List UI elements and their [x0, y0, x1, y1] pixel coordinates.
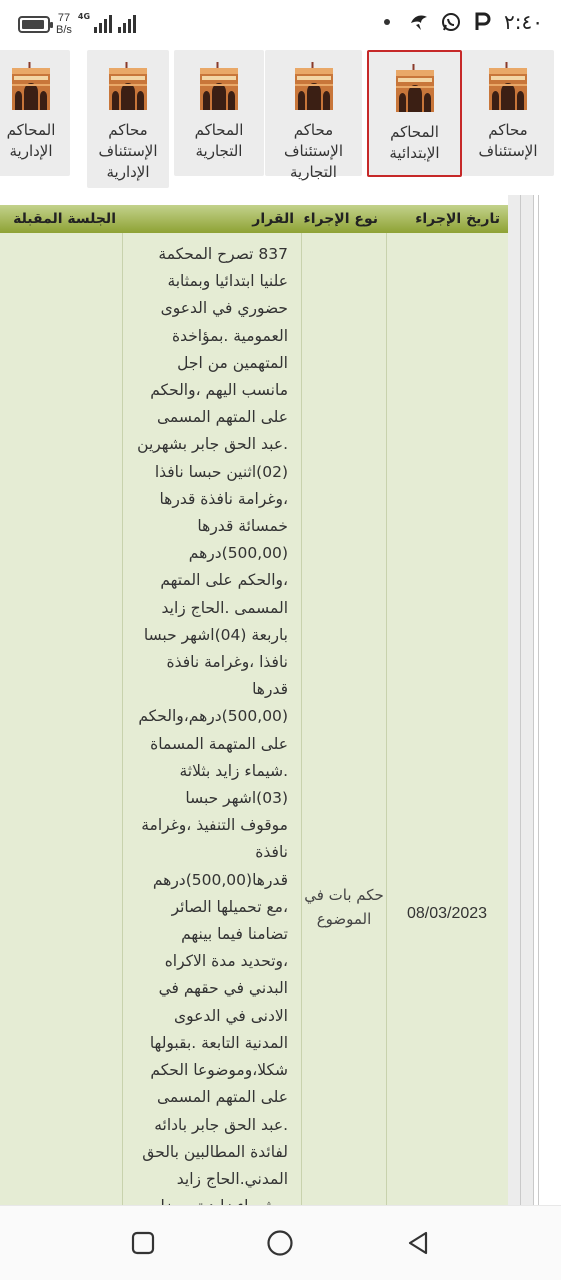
speed-unit: B/s: [56, 24, 72, 36]
recents-icon[interactable]: [128, 1228, 158, 1258]
status-right: [376, 10, 543, 34]
court-tabs: [0, 50, 561, 195]
tab-court-5[interactable]: [0, 50, 70, 176]
parking-icon: [472, 11, 494, 33]
signal-icon: [94, 15, 112, 33]
tab-court-4[interactable]: [87, 50, 169, 188]
tab-court-3[interactable]: [174, 50, 264, 176]
cell-next-session: [0, 233, 122, 1213]
dot-icon: [376, 11, 398, 33]
bird-icon: [408, 11, 430, 33]
header-type: نوع الإجراء: [303, 211, 378, 227]
rail-divider-2: [533, 195, 534, 1205]
speed-value: 77: [57, 12, 71, 24]
table-row: [0, 233, 508, 1213]
back-icon[interactable]: [403, 1228, 433, 1258]
tab-court-1[interactable]: [367, 50, 462, 177]
tab-court-label: المحاكم التجارية: [194, 121, 244, 160]
tab-court-2[interactable]: [265, 50, 362, 181]
network-speed: [56, 12, 72, 36]
header-next-session: الجلسة المقبلة: [13, 211, 116, 227]
scroll-rail: [508, 195, 520, 1205]
signal-icon-2: [118, 15, 136, 33]
procedures-table: [0, 205, 508, 1205]
status-bar: [0, 0, 561, 50]
cell-date: 08/03/2023: [406, 905, 488, 922]
cell-decision: 837 تصرح المحكمة علنيا ابتدائيا وبمثابة حضوري في الدعوى العمومية .بمؤاخدة المتهمين من اجل مانسب اليهم ،والحكم على المتهم المسمى .عبد الحق جابر بشهرين (02)اثنين حبسا نافذا ،وغرامة نافذة قدرها خمسائة قدرها (500,00)درهم ،والحكم على المتهم المسمى .الحاج زايد باربعة (04)اشهر حبسا نافذا ،وغرامة نافذة قدرها (500,00)درهم،والحكم على المتهمة المسماة .شيماء زايد بثلاثة (03)اشهر حبسا موقوف التنفيذ ،وغرامة نافذة قدرها(500,00)درهم ،مع تحميلها الصائر تضامنا فيما بينهم ،وتحديد مدة الاكراه البدني في حقهم في الادنى في الدعوى المدنية التابعة .بقبولها شكلا،وموضوعا الحكم على المتهم المسمى .عبد الحق جابر بادائه لفائدة المطالبين بالحق المدني.الحاج زايد: [137, 245, 288, 1188]
table-header: [0, 205, 508, 233]
tab-court-label: محاكم الإستئناف: [478, 121, 538, 160]
header-decision: القرار: [252, 211, 294, 227]
court-building-icon: [394, 64, 436, 112]
network-type: 4G: [77, 12, 91, 21]
tab-court-label: المحاكم الإدارية: [6, 121, 56, 160]
rail-divider-3: [538, 195, 539, 1205]
court-building-icon: [293, 62, 335, 110]
court-building-icon: [198, 62, 240, 110]
navigation-bar: [0, 1205, 561, 1280]
clock: ٢:٤٠: [504, 10, 543, 34]
tab-court-0[interactable]: [462, 50, 554, 176]
tab-court-label: محاكم الإستئناف الإدارية: [98, 121, 158, 181]
scroll-rail-2: [521, 195, 533, 1205]
whatsapp-icon: [440, 11, 462, 33]
battery-icon: [18, 16, 50, 33]
court-building-icon: [487, 62, 529, 110]
header-date: تاريخ الإجراء: [415, 211, 500, 227]
court-building-icon: [107, 62, 149, 110]
court-building-icon: [10, 62, 52, 110]
home-icon[interactable]: [265, 1228, 295, 1258]
cell-type: حكم بات في الموضوع: [304, 886, 384, 928]
status-left: [18, 12, 136, 36]
tab-court-label: المحاكم الإبتدائية: [389, 123, 440, 162]
tab-court-label: محاكم الإستئناف التجارية: [284, 121, 343, 181]
